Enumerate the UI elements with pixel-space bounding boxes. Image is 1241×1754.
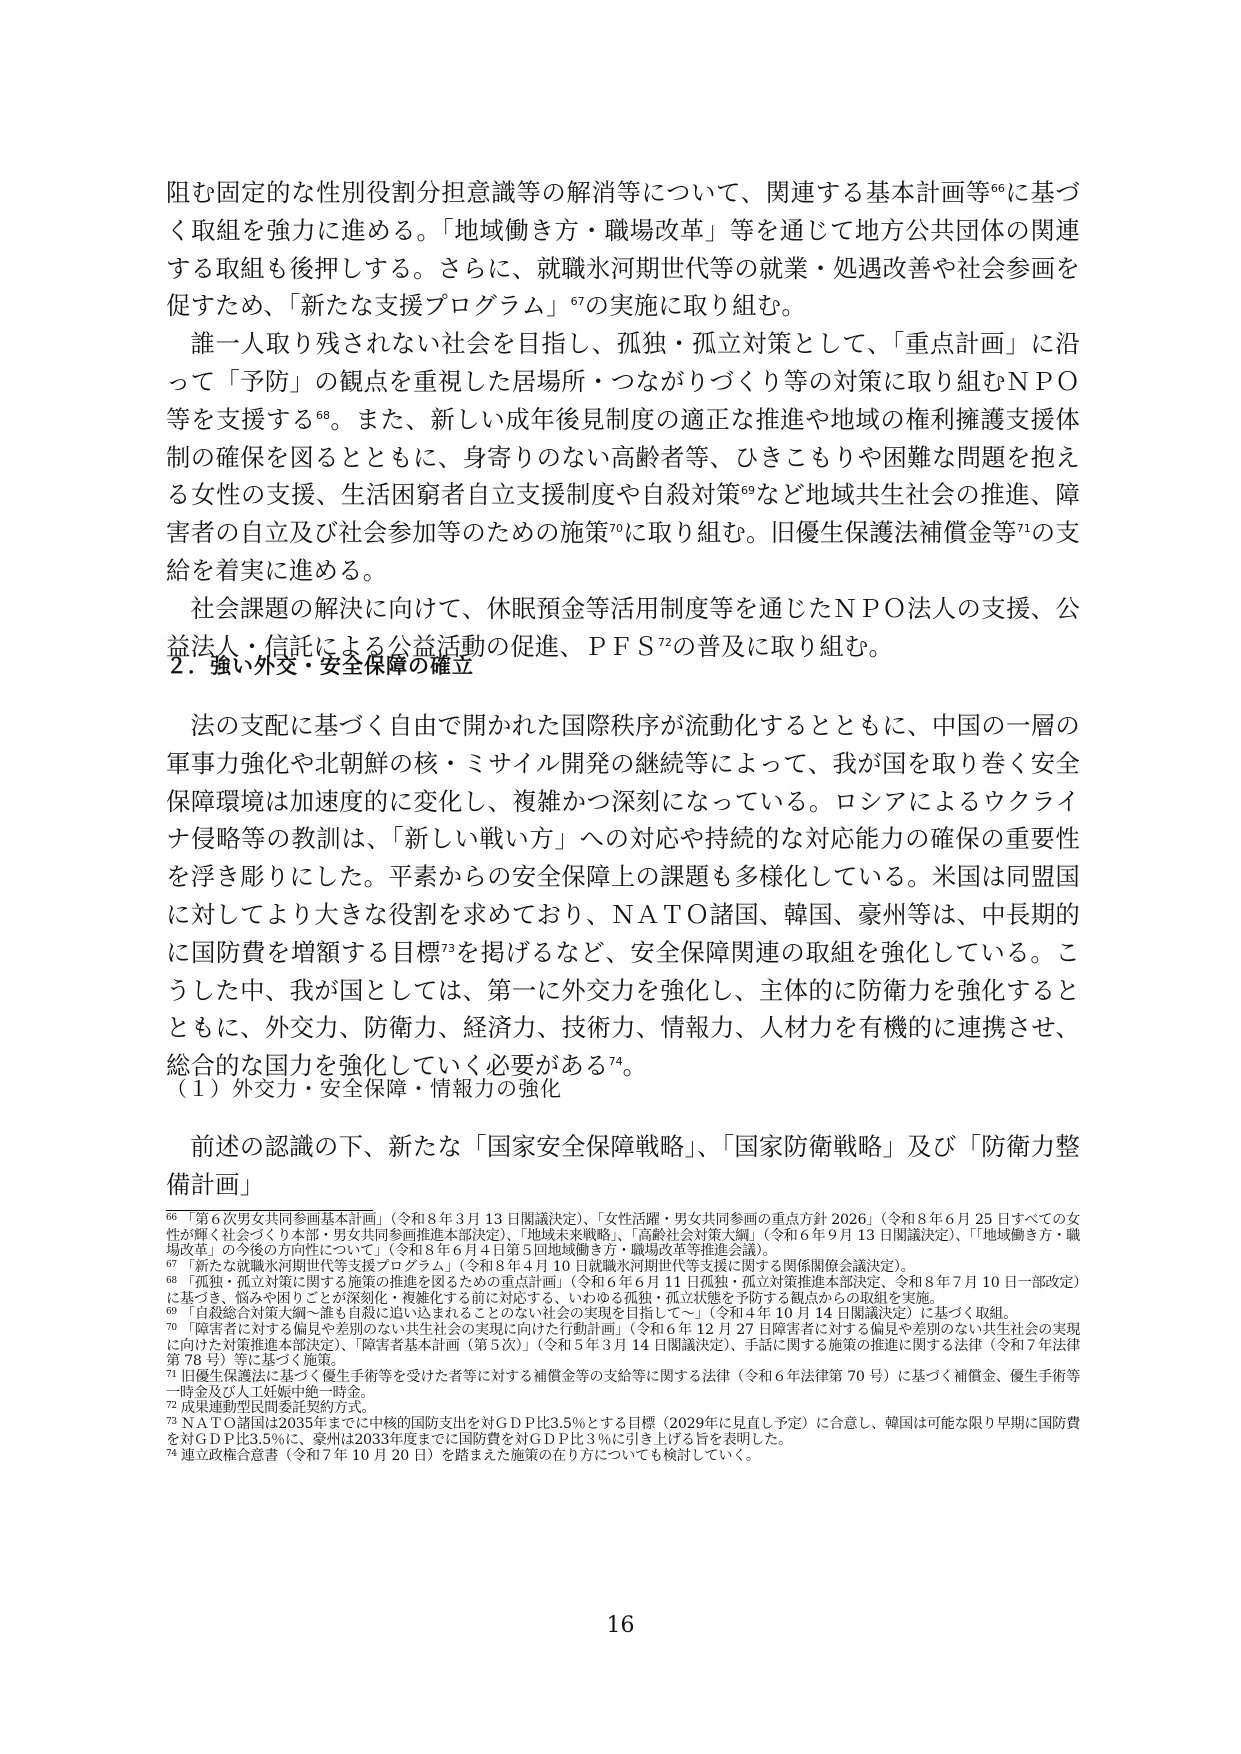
body-text-lower — [166, 1128, 1080, 1204]
paragraph-2-text-c: など地域共生社会の推進、障害者の自立及び社会参加等のための施策 — [166, 480, 1080, 548]
footnote-71 — [166, 1370, 1080, 1401]
footnote-69 — [166, 1307, 1080, 1323]
footnote-66 — [166, 1213, 1080, 1260]
footnote-ref-66[interactable]: 66 — [990, 182, 1005, 195]
footnote-74 — [166, 1449, 1080, 1465]
footnote-number: 70 — [166, 1322, 177, 1333]
footnote-67 — [166, 1260, 1080, 1276]
footnote-text: 「自殺総合対策大綱～誰も自殺に追い込まれることのない社会の実現を目指して～」（令和４年 10 月 14 日閣議決定）に基づく取組。 — [180, 1306, 1018, 1323]
footnote-number: 72 — [166, 1401, 177, 1412]
footnote-72 — [166, 1401, 1080, 1417]
footnote-ref-72[interactable]: 72 — [657, 635, 672, 649]
paragraph-4-text-b: を掲げるなど、安全保障関連の取組を強化している。こうした中、我が国としては、第一に外交力を強化し、主体的に防衛力を強化するとともに、外交力、防衛力、経済力、技術力、情報力、人材力を有機的に連携させ、総合的な国力を強化していく必要がある — [166, 937, 1080, 1081]
paragraph-1 — [166, 174, 1080, 325]
body-text-upper — [166, 174, 1080, 665]
footnote-70 — [166, 1323, 1080, 1370]
paragraph-2-text-d: に取り組む。旧優生保護法補償金等 — [622, 518, 1017, 548]
paragraph-3-text-a: 社会課題の解決に向けて、休眠預金等活用制度等を通じたＮＰＯ法人の支援、公益法人・信託による公益活動の促進、ＰＦＳ — [166, 593, 1080, 661]
footnote-ref-69[interactable]: 69 — [741, 484, 755, 498]
footnote-text: 旧優生保護法に基づく優生手術等を受けた者等に対する補償金等の支給等に関する法律（令和６年法律第 70 号）に基づく補償金、優生手術等一時金及び人工妊娠中絶一時金。 — [166, 1369, 1080, 1401]
footnote-ref-74[interactable]: 74 — [608, 1055, 623, 1069]
paragraph-2-text-b: 。また、新しい成年後見制度の適正な推進や地域の権利擁護支援体制の確保を図るとともに、身寄りのない高齢者等、ひきこもりや困難な問題を抱える女性の支援、生活困窮者自立支援制度や自殺対策 — [166, 404, 1080, 510]
footnote-ref-71[interactable]: 71 — [1016, 522, 1031, 536]
paragraph-5: 前述の認識の下、新たな「国家安全保障戦略」、「国家防衛戦略」及び「防衛力整備計画」 — [166, 1132, 1080, 1199]
footnote-ref-67[interactable]: 67 — [570, 295, 585, 309]
footnote-73 — [166, 1417, 1080, 1448]
footnotes — [166, 1213, 1080, 1464]
footnote-68 — [166, 1276, 1080, 1307]
footnote-text: 成果連動型民間委託契約方式。 — [180, 1400, 376, 1417]
paragraph-1-text-b: に基づく取組を強力に進める。「地域働き方・職場改革」等を通じて地方公共団体の関連する取組も後押しする。さらに、就職氷河期世代等の就業・処遇改善や社会参画を促すため、「新たな支援プログラム」 — [166, 178, 1080, 321]
paragraph-4 — [166, 707, 1080, 1085]
footnote-text: 「障害者に対する偏見や差別のない共生社会の実現に向けた行動計画」（令和６年 12 月 27 日障害者に対する偏見や差別のない共生社会の実現に向けた対策推進本部決定）、「障害者基本計画（第５次）」（令和５年３月 14 日閣議決定）、手話に関する施策の推進に関する法律（令和７年法律第 78 号）等に基づく施策。 — [166, 1321, 1080, 1370]
paragraph-2 — [166, 325, 1080, 590]
footnote-number: 66 — [166, 1213, 177, 1223]
paragraph-1-text-c: の実施に取り組む。 — [584, 291, 806, 321]
footnote-text: 連立政権合意書（令和７年 10 月 20 日）を踏まえた施策の在り方についても検討していく。 — [180, 1447, 760, 1464]
footnote-number: 68 — [166, 1275, 177, 1286]
footnote-number: 69 — [166, 1307, 177, 1318]
paragraph-3-text-b: の普及に取り組む。 — [671, 631, 894, 661]
body-text-middle — [166, 707, 1080, 1085]
footnote-number: 67 — [166, 1260, 177, 1271]
paragraph-2-text-e: の支給を着実に進める。 — [166, 518, 1081, 585]
footnote-number: 71 — [166, 1370, 177, 1381]
footnote-text: 「新たな就職氷河期世代等支援プログラム」（令和８年４月 10 日就職氷河期世代等支援に関する関係閣僚会議決定）。 — [180, 1259, 915, 1276]
footnote-number: 74 — [166, 1448, 177, 1459]
footnote-text: 「孤独・孤立対策に関する施策の推進を図るための重点計画」（令和６年６月 11 日孤独・孤立対策推進本部決定、令和８年７月 10 日一部改定）に基づき、悩みや困りごとが深刻化・複雑化する前に対応する、いわゆる孤独・孤立状態を予防する観点からの取組を実施。 — [166, 1274, 1080, 1307]
footnote-ref-73[interactable]: 73 — [441, 941, 455, 955]
footnote-ref-70[interactable]: 70 — [608, 522, 623, 536]
section-heading: ２．強い外交・安全保障の確立 — [166, 654, 474, 678]
footnote-ref-68[interactable]: 68 — [316, 408, 330, 422]
footnote-text: 「第６次男女共同参画基本計画」（令和８年３月 13 日閣議決定）、「女性活躍・男女共同参画の重点方針 2026」（令和８年６月 25 日すべての女性が輝く社会づくり本部・男女共同参画推進本部決定）、「地域未来戦略」、「高齢社会対策大綱」（令和６年９月 13 日閣議決定）、「「地域働き方・職場改革」の今後の方向性について」（令和８年６月４日第５回地域働き方・職場改革等推進会議）。 — [166, 1212, 1080, 1260]
paragraph-4-text-a: 法の支配に基づく自由で開かれた国際秩序が流動化するとともに、中国の一層の軍事力強化や北朝鮮の核・ミサイル開発の継続等によって、我が国を取り巻く安全保障環境は加速度的に変化し、複雑かつ深刻になっている。ロシアによるウクライナ侵略等の教訓は、「新しい戦い方」への対応や持続的な対応能力の確保の重要性を浮き彫りにした。平素からの安全保障上の課題も多様化している。米国は同盟国に対してより大きな役割を求めており、ＮＡＴＯ諸国、韓国、豪州等は、中長期的に国防費を増額する目標 — [166, 711, 1080, 967]
paragraph-4-text-c: 。 — [622, 1051, 648, 1081]
paragraph-1-text-a: 阻む固定的な性別役割分担意識等の解消等について、関連する基本計画等 — [166, 178, 991, 207]
footnote-number: 73 — [166, 1417, 177, 1428]
page-number: 16 — [606, 1613, 635, 1638]
subsection-heading: （１）外交力・安全保障・情報力の強化 — [166, 1077, 562, 1101]
paragraph-2-text-a: 誰一人取り残されない社会を目指し、孤独・孤立対策として、「重点計画」に沿って「予防」の観点を重視した居場所・つながりづくり等の対策に取り組むＮＰＯ等を支援する — [166, 329, 1080, 434]
footnote-divider — [166, 1210, 373, 1211]
footnote-text: ＮＡＴＯ諸国は2035年までに中核的国防支出を対ＧＤＰ比3.5％とする目標（2029年に見直し予定）に合意し、韓国は可能な限り早期に国防費を対ＧＤＰ比3.5％に、豪州は2033年度までに国防費を対ＧＤＰ比３％に引き上げる旨を表明した。 — [166, 1416, 1080, 1448]
